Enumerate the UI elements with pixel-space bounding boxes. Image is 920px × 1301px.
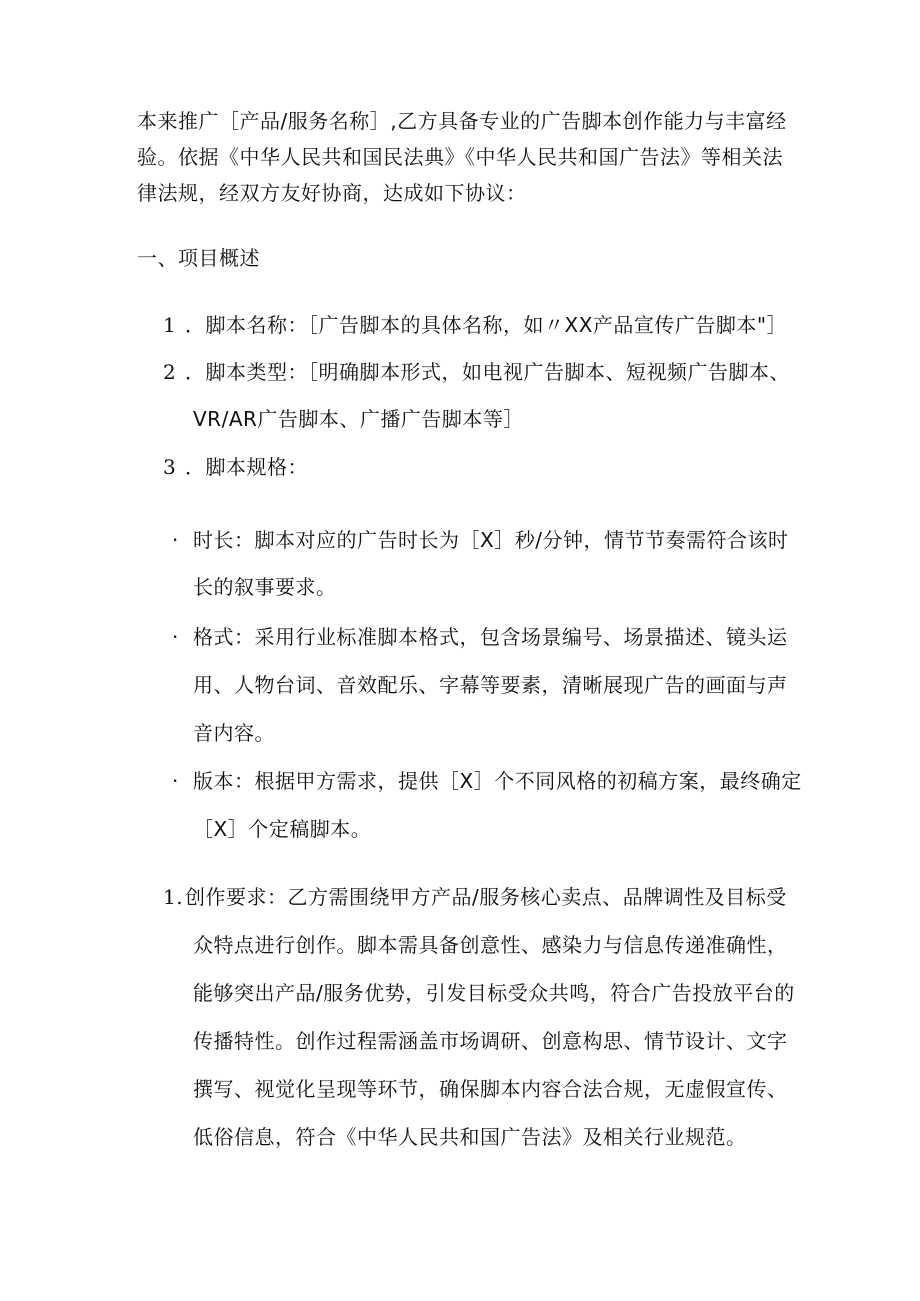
item-2-continuation: VR/AR广告脚本、广播广告脚本等］: [193, 407, 524, 431]
bullet-dot-2: ·: [172, 625, 179, 649]
bullet-2-line-3: 音内容。: [193, 721, 275, 745]
bullet-1-line-1: 时长：脚本对应的广告时长为［X］秒/分钟，情节节奏需符合该时: [193, 528, 789, 552]
requirements-line-5: 撰写、视觉化呈现等环节，确保脚本内容合法合规，无虚假宣传、: [193, 1077, 788, 1101]
requirements-line-3: 能够突出产品/服务优势，引发目标受众共鸣，符合广告投放平台的: [193, 981, 795, 1005]
bullet-3-line-2: ［X］个定稿脚本。: [193, 817, 372, 841]
item-2-number: 2: [163, 360, 177, 384]
bullet-2-line-1: 格式：采用行业标准脚本格式，包含场景编号、场景描述、镜头运: [193, 625, 788, 649]
intro-line-1: 本来推广［产品/服务名称］,乙方具备专业的广告脚本创作能力与丰富经: [137, 109, 787, 133]
requirements-line-2: 众特点进行创作。脚本需具备创意性、感染力与信息传递准确性，: [193, 933, 788, 957]
bullet-1-line-2: 长的叙事要求。: [193, 575, 337, 599]
intro-line-2: 验。依据《中华人民共和国民法典》《中华人民共和国广告法》等相关法: [137, 145, 783, 169]
requirements-number: 1.: [163, 885, 184, 909]
item-2-text: ．脚本类型：［明确脚本形式，如电视广告脚本、短视频广告脚本、: [185, 360, 790, 384]
item-1-number: 1: [163, 313, 177, 337]
requirements-line-4: 传播特性。创作过程需涵盖市场调研、创意构思、情节设计、文字: [193, 1029, 788, 1053]
item-3-number: 3: [163, 455, 177, 479]
section-heading: 一、项目概述: [137, 246, 260, 270]
bullet-2-line-2: 用、人物台词、音效配乐、字幕等要素，清晰展现广告的画面与声: [193, 673, 788, 697]
requirements-line-6: 低俗信息，符合《中华人民共和国广告法》及相关行业规范。: [193, 1125, 747, 1149]
item-3-text: ．脚本规格：: [185, 455, 308, 479]
requirements-line-1: 创作要求：乙方需围绕甲方产品/服务核心卖点、品牌调性及目标受: [185, 885, 787, 909]
intro-line-3: 律法规，经双方友好协商，达成如下协议：: [137, 181, 527, 205]
bullet-dot-3: ·: [172, 769, 179, 793]
item-1-text: ．脚本名称：［广告脚本的具体名称，如〃XX产品宣传广告脚本"］: [185, 313, 788, 337]
bullet-3-line-1: 版本：根据甲方需求，提供［X］个不同风格的初稿方案，最终确定: [193, 769, 802, 793]
bullet-dot-1: ·: [172, 528, 179, 552]
